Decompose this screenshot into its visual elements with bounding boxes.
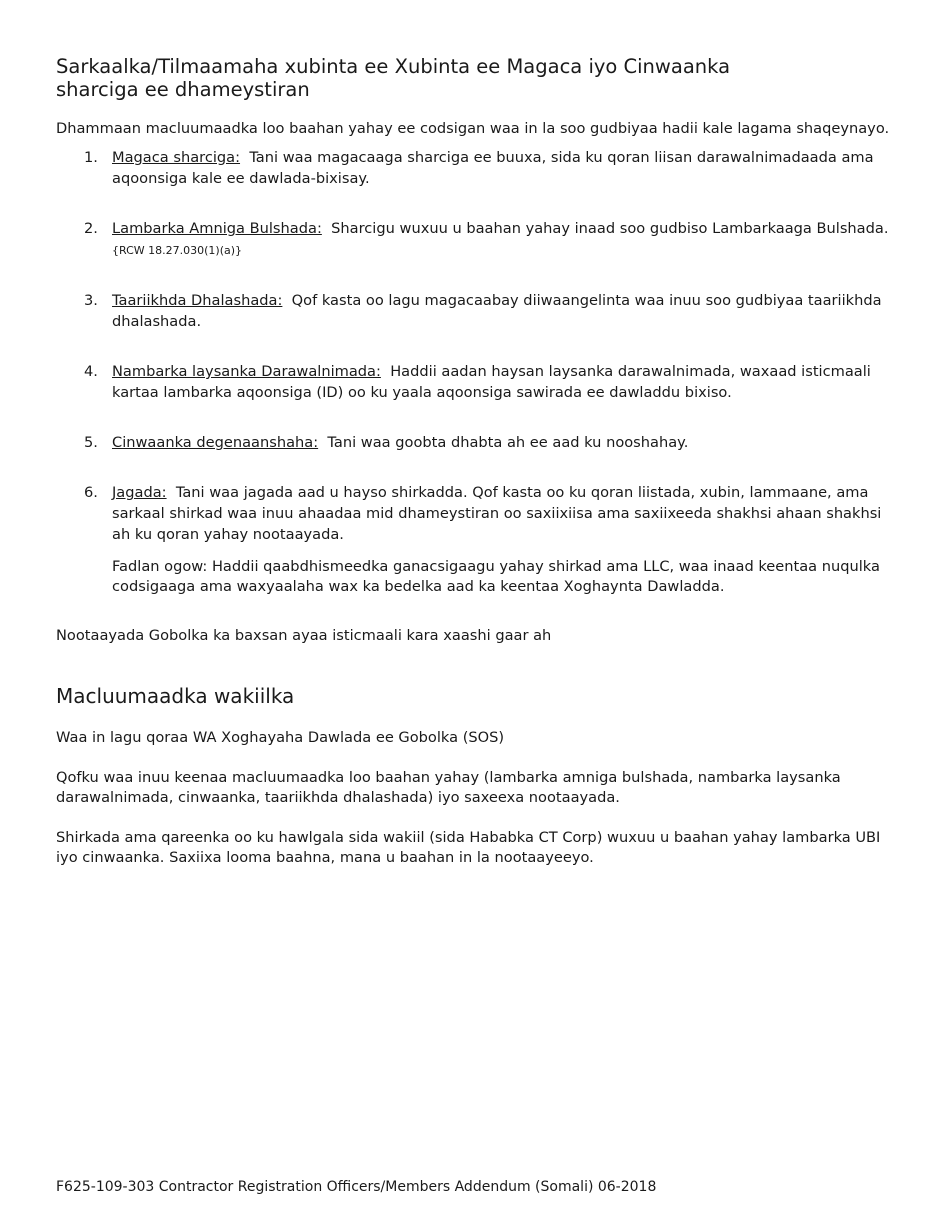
item-text: Haddii aadan haysan laysanka darawalnimada, waxaad isticmaali kartaa lambarka aqoonsiga (ID) oo ku yaala aqoonsiga sawirada ee dawladdu bixiso. <box>112 363 871 401</box>
item-term: Lambarka Amniga Bulshada: <box>112 220 322 237</box>
item-term: Cinwaanka degenaanshaha: <box>112 434 319 451</box>
requirements-list <box>56 147 896 597</box>
item-number: 3. <box>84 292 98 309</box>
intro-text: Dhammaan macluumaadka loo baahan yahay ee codsigan waa in la soo gudbiyaa hadii kale lagama shaqeynayo. <box>56 120 890 137</box>
agent-paragraph: Qofku waa inuu keenaa macluumaadka loo baahan yahay (lambarka amniga bulshada, nambarka laysanka darawalnimada, cinwaanka, taariikhda dhalashada) iyo saxeexa nootaayada. <box>56 769 841 806</box>
item-number: 5. <box>84 434 98 451</box>
item-number: 6. <box>84 484 98 501</box>
document-page <box>56 55 896 868</box>
list-item <box>56 147 896 189</box>
item-text: Qof kasta oo lagu magacaabay diiwaangelinta waa inuu soo gudbiyaa taariikhda dhalashada. <box>112 292 882 330</box>
agent-section-heading: Macluumaadka wakiilka <box>56 684 295 708</box>
item-number: 4. <box>84 363 98 380</box>
item-text: Tani waa magacaaga sharciga ee buuxa, sida ku qoran liisan darawalnimadaada ama aqoonsiga kale ee dawlada-bixisay. <box>112 149 874 187</box>
item-text: Tani waa goobta dhabta ah ee aad ku nooshahay. <box>327 434 689 451</box>
agent-paragraph: Shirkada ama qareenka oo ku hawlgala sida wakiil (sida Hababka CT Corp) wuxuu u baahan yahay lambarka UBI iyo cinwaanka. Saxiixa looma baahna, mana u baahan in la nootaayeeyo. <box>56 829 881 866</box>
list-item <box>56 218 896 261</box>
list-item <box>56 361 896 403</box>
agent-paragraph: Waa in lagu qoraa WA Xoghayaha Dawlada ee Gobolka (SOS) <box>56 729 505 746</box>
item-term: Taariikhda Dhalashada: <box>112 292 283 309</box>
item-number: 2. <box>84 220 98 237</box>
item-text: Tani waa jagada aad u hayso shirkadda. Qof kasta oo ku qoran liistada, xubin, lammaane, ama sarkaal shirkad waa inuu ahaadaa mid dhameystiran oo saxiixiisa ama saxiixeeda shakhsi ahaan shakhsi ah ku qoran yahay nootaayada. <box>112 484 882 543</box>
item-text: Sharcigu wuxuu u baahan yahay inaad soo gudbiso Lambarkaaga Bulshada. <box>331 220 889 237</box>
item-term: Jagada: <box>112 484 167 501</box>
notary-note: Nootaayada Gobolka ka baxsan ayaa isticmaali kara xaashi gaar ah <box>56 627 552 644</box>
item-number: 1. <box>84 149 98 166</box>
rcw-reference: {RCW 18.27.030(1)(a)} <box>112 244 243 257</box>
item-note: Fadlan ogow: Haddii qaabdhismeedka ganacsigaagu yahay shirkad ama LLC, waa inaad keentaa nuqulka codsigaaga ama waxyaalaha wax ka bedelka aad ka keentaa Xoghaynta Dawladda. <box>112 558 880 595</box>
item-term: Magaca sharciga: <box>112 149 241 166</box>
list-item <box>56 432 896 453</box>
list-item <box>56 290 896 332</box>
page-title: Sarkaalka/Tilmaamaha xubinta ee Xubinta ee Magaca iyo Cinwaanka sharciga ee dhameystiran <box>56 55 731 101</box>
item-term: Nambarka laysanka Darawalnimada: <box>112 363 381 380</box>
list-item <box>56 482 896 597</box>
form-footer: F625-109-303 Contractor Registration Officers/Members Addendum (Somali) 06-2018 <box>56 1179 657 1195</box>
